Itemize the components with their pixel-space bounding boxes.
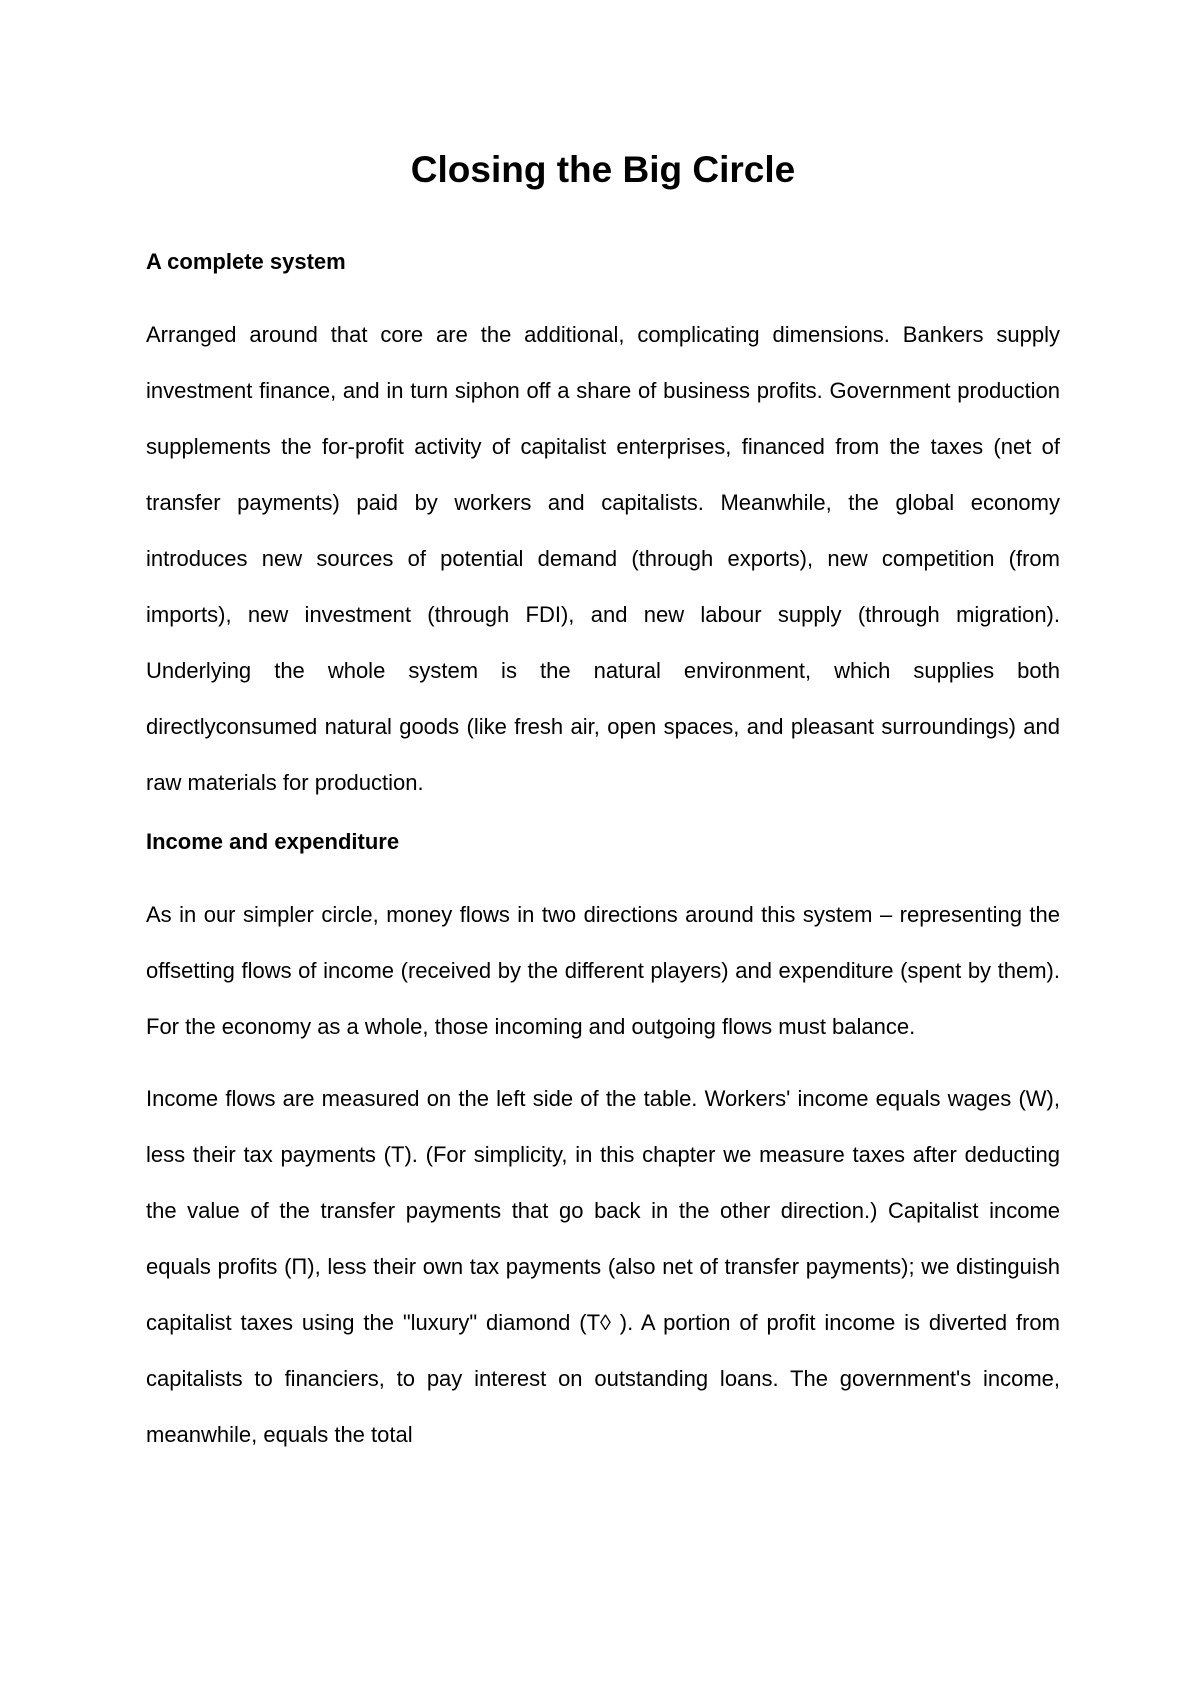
paragraph-complete-system: Arranged around that core are the additional, complicating dimensions. Bankers supply investment finance, and in turn siphon off a share of business profits. Government production supplements the for-profit activity of capitalist enterprises, financed from the taxes (net of transfer payments) paid by workers and capitalists. Meanwhile, the global economy introduces new sources of potential demand (through exports), new competition (from imports), new investment (through FDI), and new labour supply (through migration). Underlying the whole system is the natural environment, which supplies both directlyconsumed natural goods (like fresh air, open spaces, and pleasant surroundings) and raw materials for production. [146,322,1060,795]
paragraph-income-expenditure-2: Income flows are measured on the left side of the table. Workers' income equals wages (W), less their tax payments (T). (For simplicity, in this chapter we measure taxes after deducting the value of the transfer payments that go back in the other direction.) Capitalist income equals profits (Π), less their own tax payments (also net of transfer payments); we distinguish capitalist taxes using the "luxury" diamond (T◊ ). A portion of profit income is diverted from capitalists to financiers, to pay interest on outstanding loans. The government's income, meanwhile, equals the total [146,1086,1060,1447]
page-title: Closing the Big Circle [410,149,796,190]
section-heading-complete-system: A complete system [146,249,346,274]
document-body [146,140,1060,1463]
section-heading-income-expenditure: Income and expenditure [146,829,400,854]
paragraph-income-expenditure-1: As in our simpler circle, money flows in two directions around this system – representing the offsetting flows of income (received by the different players) and expenditure (spent by them). For the economy as a whole, those incoming and outgoing flows must balance. [146,902,1060,1039]
